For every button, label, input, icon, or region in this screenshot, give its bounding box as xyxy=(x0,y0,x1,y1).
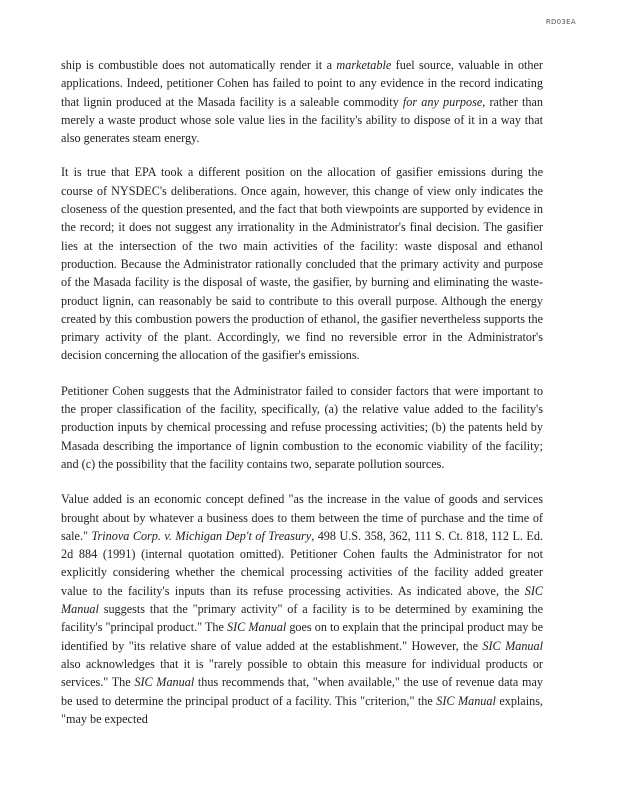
paragraph-text: Petitioner Cohen suggests that the Administrator failed to consider factors that were important to the proper classification of the facility, specifically, (a) the relative value added to the facility's production inputs by chemical processing and refuse processing activities; (b) the patents held by Masada describing the importance of lignin combustion to the economic viability of the facility; and (c) the possibility that the facility contains two, separate pollution sources. xyxy=(61,383,543,471)
paragraph-text: , 498 U.S. 358, 362, 111 S. Ct. 818, 112 L. Ed. 2d 884 (1991) (internal quotation omitted). Petitioner Cohen faults the Administrator for not explicitly considering whether the chemical processing activities of the facility added greater value to the facility's inputs than its refuse processing activities. As indicated above, the xyxy=(61,528,543,598)
paragraph-text: also acknowledges that it is "rarely possible to obtain this measure for individual products or services." The xyxy=(61,656,543,690)
paragraph-text: goes on to explain that the principal product may be identified by "its relative share of value added at the establishment." However, the xyxy=(61,620,543,653)
italic-text: SIC Manual xyxy=(61,583,543,617)
italic-text: marketable xyxy=(336,58,392,72)
italic-text: SIC Manual xyxy=(482,638,543,653)
paragraph xyxy=(61,490,543,728)
paragraph-text: It is true that EPA took a different position on the allocation of gasifier emissions during the course of NYSDEC's deliberations. Once again, however, this change of view only indicates the closeness of the question presented, and the fact that both viewpoints are supported by evidence in the record; it does not suggest any irrationality in the Administrator's final decision. The gasifier lies at the intersection of the two main activities of the facility: waste disposal and ethanol production. Because the Administrator rationally concluded that the primary activity and purpose of the Masada facility is the disposal of waste, the gasifier, by burning and eliminating the waste-product lignin, can reasonably be said to contribute to this overall purpose. Although the energy created by this combustion powers the production of ethanol, the gasifier nevertheless supports the primary activity of the plant. Accordingly, we find no reversible error in the Administrator's decision concerning the allocation of the gasifier's emissions. xyxy=(61,165,543,363)
italic-text: for any purpose xyxy=(402,94,483,109)
paragraph-text: fuel source, valuable in other applications. Indeed, petitioner Cohen has failed to point to any evidence in the record indicating that lignin produced at the Masada facility is a saleable commodity xyxy=(61,58,543,109)
paragraph xyxy=(61,163,543,364)
paragraph-text: Value added is an economic concept defined "as the increase in the value of goods and services brought about by whatever a business does to them between the time of purchase and the time of sale." xyxy=(61,492,543,543)
italic-text: SIC Manual xyxy=(436,693,496,708)
paragraph-text: , rather than merely a waste product whose sole value lies in the facility's ability to dispose of it in a way that also generates steam energy. xyxy=(61,94,543,146)
paragraph-text: explains, "may be expected xyxy=(61,693,543,726)
italic-text: SIC Manual xyxy=(227,620,287,635)
italic-text: Trinova Corp. v. Michigan Dep't of Treasury xyxy=(91,528,312,543)
paragraph-text: ship is combustible does not automatically render it a xyxy=(61,58,337,72)
page-number: RD03EA xyxy=(545,18,576,26)
document-body xyxy=(61,56,543,745)
paragraph xyxy=(61,56,543,147)
paragraph xyxy=(61,382,543,473)
paragraph-text: suggests that the "primary activity" of a facility is to be determined by examining the facility's "principal product." The xyxy=(61,602,543,635)
paragraph-text: thus recommends that, "when available," the use of revenue data may be used to determine the principal product of a facility. This "criterion," the xyxy=(61,675,543,708)
italic-text: SIC Manual xyxy=(134,675,195,690)
